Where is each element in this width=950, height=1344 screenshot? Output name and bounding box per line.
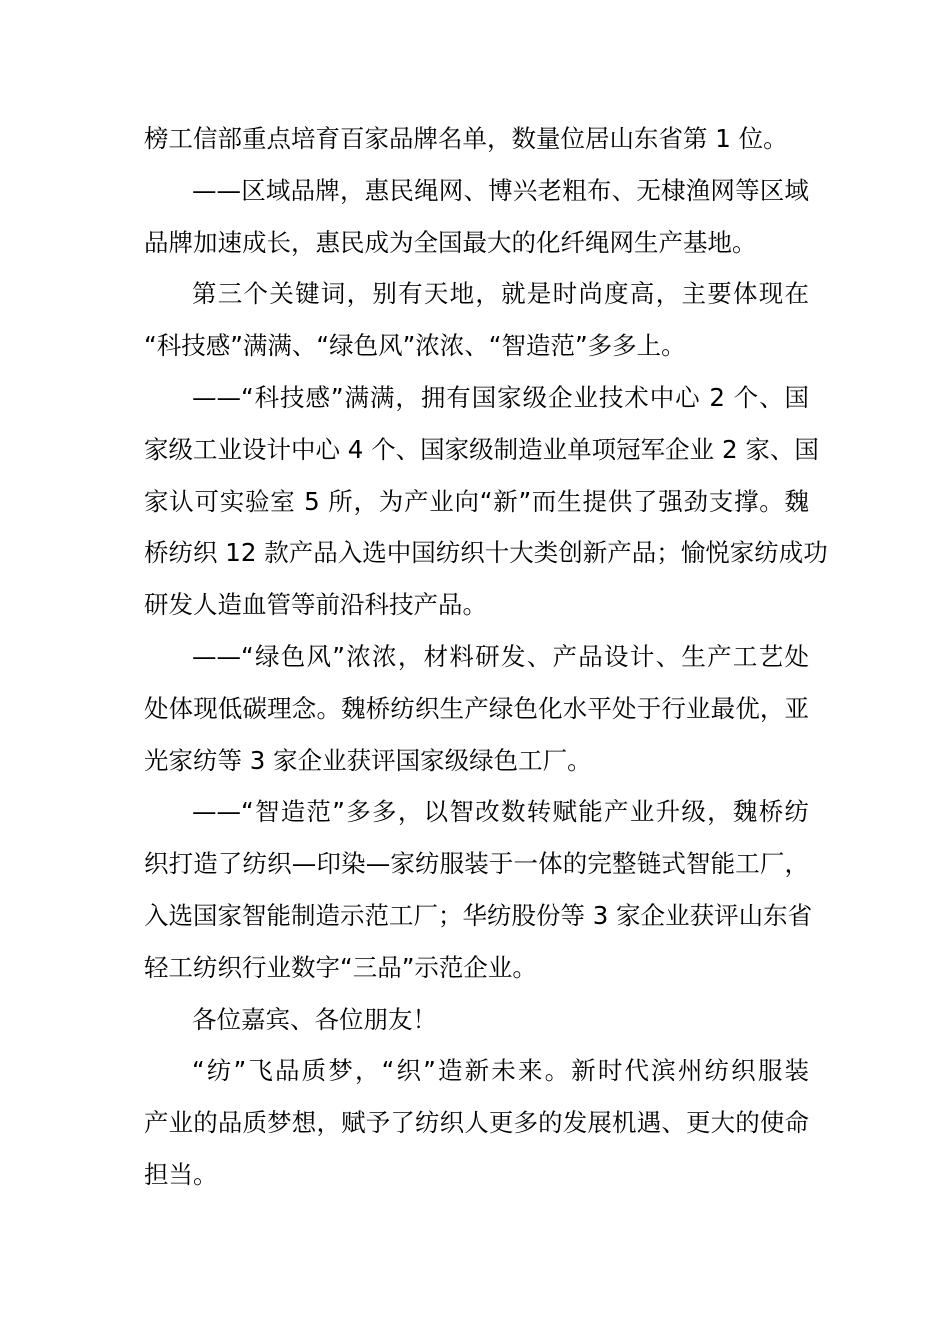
document-body (144, 113, 828, 1201)
text-line: 产业的品质梦想，赋予了纺织人更多的发展机遇、更大的使命 (144, 1108, 809, 1138)
text-line: “纺”飞品质梦，“织”造新未来。新时代滨州纺织服装 (192, 1056, 809, 1086)
text-line: 第三个关键词，别有天地，就是时尚度高，主要体现在 (192, 279, 809, 309)
text-line: 品牌加速成长，惠民成为全国最大的化纤绳网生产基地。 (144, 227, 757, 257)
text-line: ——区域品牌，惠民绳网、博兴老粗布、无棣渔网等区域 (192, 175, 809, 205)
text-line: 家认可实验室 5 所，为产业向“新”而生提供了强劲支撑。魏 (144, 486, 809, 516)
text-line: 各位嘉宾、各位朋友！ (192, 1004, 437, 1034)
text-line: “科技感”满满、“绿色风”浓浓、“智造范”多多上。 (144, 331, 686, 361)
text-line: 研发人造血管等前沿科技产品。 (144, 590, 487, 620)
text-line: 榜工信部重点培育百家品牌名单，数量位居山东省第 1 位。 (144, 124, 788, 153)
text-line: 光家纺等 3 家企业获评国家级绿色工厂。 (144, 745, 592, 775)
text-line: ——“智造范”多多，以智改数转赋能产业升级，魏桥纺 (192, 797, 809, 827)
text-line: ——“科技感”满满，拥有国家级企业技术中心 2 个、国 (192, 382, 809, 412)
text-line: 桥纺织 12 款产品入选中国纺织十大类创新产品；愉悦家纺成功 (144, 538, 828, 568)
text-line: ——“绿色风”浓浓，材料研发、产品设计、生产工艺处 (192, 641, 809, 671)
text-line: 处体现低碳理念。魏桥纺织生产绿色化水平处于行业最优，亚 (144, 693, 809, 723)
text-line: 入选国家智能制造示范工厂；华纺股份等 3 家企业获评山东省 (144, 900, 813, 930)
text-line: 轻工纺织行业数字“三品”示范企业。 (144, 952, 537, 982)
text-line: 家级工业设计中心 4 个、国家级制造业单项冠军企业 2 家、国 (144, 434, 819, 464)
text-line: 担当。 (144, 1159, 218, 1189)
text-line: 织打造了纺织—印染—家纺服装于一体的完整链式智能工厂， (144, 849, 809, 879)
